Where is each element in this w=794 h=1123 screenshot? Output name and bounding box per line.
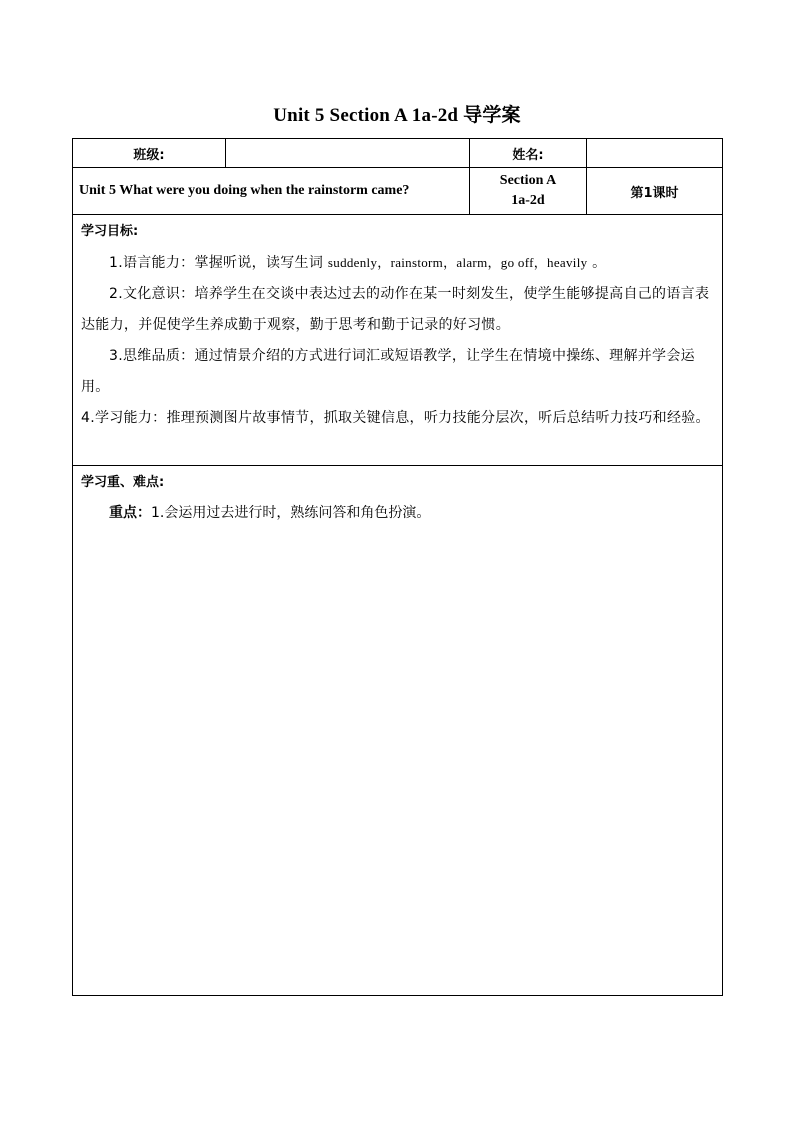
key-points-heading: 学习重、难点:	[81, 475, 165, 490]
key-point-label: 重点：	[109, 505, 151, 521]
objectives-block	[73, 215, 723, 466]
key-point-text: 1.会运用过去进行时，熟练问答和角色扮演。	[151, 505, 431, 521]
unit-question: Unit 5 What were you doing when the rainstorm came?	[73, 168, 470, 215]
name-field[interactable]	[587, 139, 723, 168]
key-points-block	[73, 466, 723, 996]
section-name: Section A	[499, 173, 557, 188]
section-cell	[470, 168, 587, 215]
objective-language-text: 1.语言能力：掌握听说，读写生词	[109, 255, 328, 271]
objective-language	[81, 247, 714, 279]
class-label: 班级:	[73, 139, 226, 168]
objective-learning: 4.学习能力：推理预测图片故事情节，抓取关键信息，听力技能分层次，听后总结听力技巧和经验。	[81, 410, 710, 426]
period-label: 第1课时	[587, 168, 723, 215]
name-label: 姓名:	[470, 139, 587, 168]
key-point-item	[81, 498, 714, 529]
unit-row	[73, 168, 723, 215]
objectives-row	[73, 215, 723, 466]
section-range: 1a-2d	[511, 193, 545, 208]
vocabulary-list: suddenly，rainstorm，alarm，go off，heavily	[327, 255, 588, 270]
objective-thinking: 3.思维品质：通过情景介绍的方式进行词汇或短语教学，让学生在情境中操练、理解并学会运用。	[81, 348, 695, 395]
info-row	[73, 139, 723, 168]
document-title: Unit 5 Section A 1a-2d 导学案	[273, 105, 521, 126]
objective-language-end: 。	[587, 255, 607, 271]
class-field[interactable]	[226, 139, 470, 168]
objectives-heading: 学习目标:	[81, 224, 139, 239]
study-guide-table	[72, 138, 723, 996]
objective-culture: 2.文化意识：培养学生在交谈中表达过去的动作在某一时刻发生，使学生能够提高自己的语言表达能力，并促使学生养成勤于观察，勤于思考和勤于记录的好习惯。	[81, 286, 710, 333]
key-points-row	[73, 466, 723, 996]
